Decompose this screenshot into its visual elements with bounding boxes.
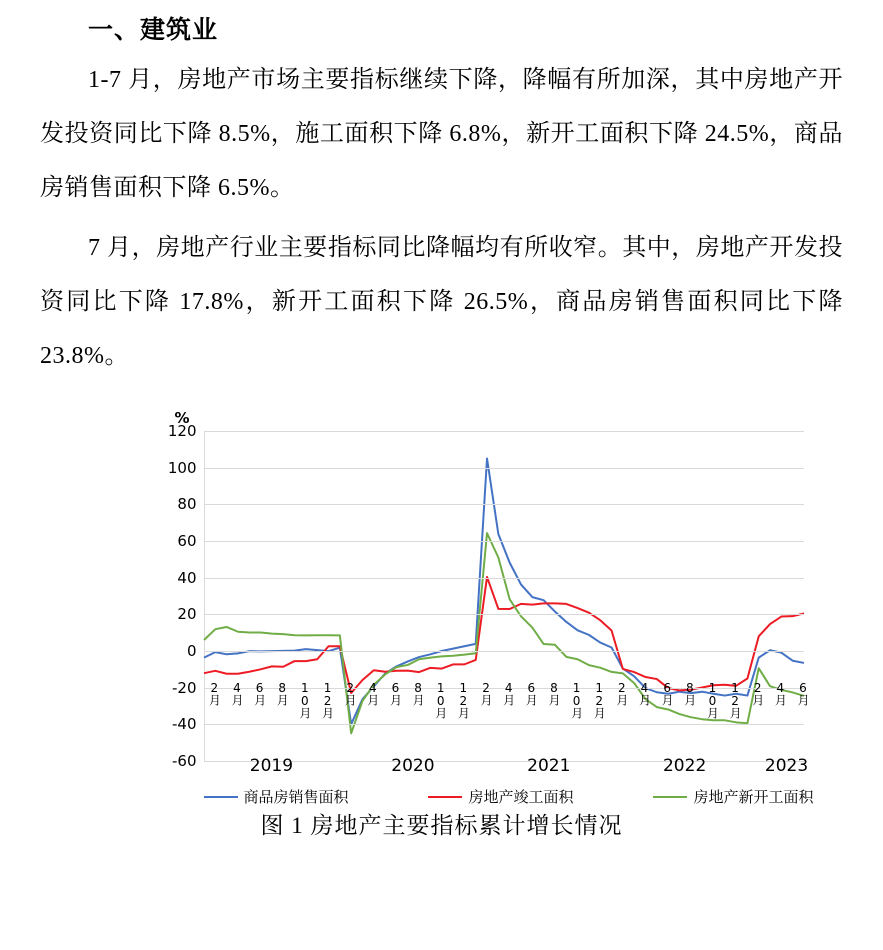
y-axis-tick-label: 40 [177,568,197,587]
x-axis-year-labels [204,756,809,780]
x-axis-tick-label: 10月 [705,681,720,718]
y-axis-tick-label: 100 [167,458,197,477]
y-axis-tick-label: 60 [177,532,197,550]
x-axis-tick-label: 6月 [660,681,675,705]
chart-gridline [177,495,804,514]
x-axis-tick-label: 2月 [750,681,765,705]
legend-label: 房地产竣工面积 [468,788,574,806]
figure-container [40,401,843,838]
x-axis-tick-label: 2月 [207,681,222,705]
year-label-2019: 2019 [249,756,294,776]
x-axis-tick-label: 12月 [456,681,471,718]
y-axis-tick-label: 120 [167,422,197,440]
x-axis-tick-label: 8月 [546,681,561,705]
figure-caption: 图 1 房地产主要指标累计增长情况 [260,813,623,838]
x-axis-tick-label: 6月 [252,681,267,705]
paragraph-2: 7 月，房地产行业主要指标同比降幅均有所收窄。其中，房地产开发投资同比下降 17.8%，新开工面积下降 26.5%，商品房销售面积同比下降 23.8%。 [40,235,843,369]
x-axis-tick-label: 4月 [637,681,652,705]
year-label-2023: 2023 [764,756,809,776]
document-page [0,12,883,950]
chart-gridline [177,532,804,550]
legend-label: 商品房销售面积 [243,788,349,806]
legend-item-1[interactable] [204,786,349,807]
legend-swatch-icon [653,796,687,798]
chart-gridline [186,642,804,660]
page-title: 一、建筑业 [88,15,219,44]
y-axis-unit-label: % [174,409,190,427]
chart-gridline [167,422,804,440]
y-axis-tick-label: -60 [172,752,197,770]
x-axis-tick-label: 12月 [592,681,607,718]
chart-gridline [177,568,804,587]
chart-gridline [167,458,804,477]
year-label-2020: 2020 [391,756,435,776]
x-axis-tick-label: 2月 [479,681,494,705]
y-axis-tick-label: 20 [177,605,197,624]
legend-swatch-icon [428,796,462,798]
chart-legend [204,786,814,807]
y-axis-tick-label: 80 [177,495,197,514]
x-axis-tick-label: 6月 [524,681,539,705]
x-axis-tick-label: 4月 [773,681,788,705]
x-axis-tick-label: 6月 [388,681,403,705]
year-label-2022: 2022 [662,756,707,776]
legend-item-3[interactable] [653,786,813,807]
x-axis-tick-label: 4月 [229,681,244,705]
paragraph-1: 1-7 月，房地产市场主要指标继续下降，降幅有所加深，其中房地产开发投资同比下降 8.5%，施工面积下降 6.8%，新开工面积下降 24.5%，商品房销售面积下降 6.5%。 [40,67,843,201]
x-axis-tick-label: 4月 [365,681,380,705]
y-axis-tick-label: 0 [186,642,197,660]
x-axis-tick-label: 8月 [682,681,697,705]
chart-gridline [177,605,804,624]
x-axis-tick-labels [204,681,810,741]
x-axis-tick-label: 4月 [501,681,516,705]
legend-swatch-icon [204,796,238,798]
x-axis-tick-label: 2月 [343,681,358,705]
x-axis-tick-label: 12月 [728,681,743,718]
y-axis-tick-label: -40 [172,715,197,734]
legend-item-2[interactable] [428,786,573,807]
x-axis-tick-label: 8月 [411,681,426,705]
x-axis-tick-label: 12月 [320,681,335,718]
line-chart [69,401,815,806]
legend-label: 房地产新开工面积 [693,788,814,806]
y-axis-tick-label: -20 [172,678,197,697]
x-axis-tick-label: 8月 [275,681,290,705]
x-axis-tick-label: 10月 [433,681,448,718]
year-label-2021: 2021 [527,756,571,776]
x-axis-tick-label: 10月 [297,681,312,718]
x-axis-tick-label: 2月 [614,681,629,705]
x-axis-tick-label: 6月 [796,681,810,705]
x-axis-tick-label: 10月 [569,681,584,718]
